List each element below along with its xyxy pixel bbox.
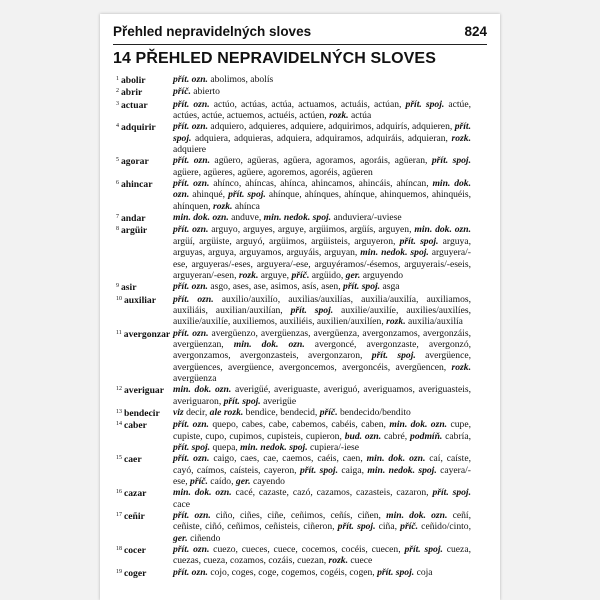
verb-headword bbox=[116, 487, 173, 499]
tense-label: přít. spoj. bbox=[432, 487, 471, 499]
entry-number: 18 bbox=[116, 546, 122, 553]
verb-name: abolir bbox=[121, 75, 146, 86]
verb-forms: arguye, bbox=[258, 269, 292, 281]
verb-name: ahincar bbox=[121, 179, 153, 191]
tense-label: ger. bbox=[345, 269, 361, 281]
verb-forms: ciño, ciñes, ciñe, ceñimos, ceñís, ciñen, bbox=[210, 510, 387, 522]
verb-entry bbox=[116, 407, 471, 419]
verb-forms: cace bbox=[173, 498, 191, 510]
tense-label: min. dok. ozn. bbox=[414, 224, 471, 236]
verb-entry bbox=[116, 155, 471, 178]
tense-label: min. dok. ozn. bbox=[173, 384, 232, 396]
tense-label: ger. bbox=[173, 532, 188, 544]
entry-number: 2 bbox=[116, 88, 119, 95]
tense-label: přít. spoj. bbox=[404, 544, 443, 556]
tense-label: přít. spoj. bbox=[299, 464, 338, 476]
tense-label: přít. spoj. bbox=[173, 121, 471, 144]
verb-forms: caído, bbox=[207, 476, 236, 488]
verb-entry bbox=[116, 294, 471, 328]
tense-label: přít. ozn. bbox=[173, 98, 210, 110]
verb-forms: auxilio/auxilío, auxilias/auxilías, auxilia/auxilía, auxiliamos, auxiliáis, auxilian/auxilían, bbox=[173, 293, 471, 316]
tense-label: min. dok. ozn. bbox=[173, 212, 229, 224]
verb-forms: cojo, coges, coge, cogemos, cogéis, cogen, bbox=[207, 566, 378, 578]
tense-label: přít. ozn. bbox=[173, 510, 211, 522]
verb-forms: ceñido/cinto, bbox=[418, 521, 471, 533]
verb-entry bbox=[116, 74, 471, 86]
conjugation-forms bbox=[173, 99, 471, 122]
conjugation-forms bbox=[173, 224, 471, 281]
verb-forms: abolimos, abolís bbox=[207, 74, 274, 85]
verb-headword bbox=[116, 328, 173, 340]
verb-headword bbox=[116, 121, 173, 133]
tense-label: přít. spoj. bbox=[173, 442, 211, 453]
verb-forms: abierto bbox=[190, 86, 220, 98]
verb-forms: adquiere bbox=[173, 144, 207, 156]
tense-label: rozk. bbox=[451, 361, 471, 373]
verb-forms: anduviera/-uviese bbox=[331, 212, 402, 224]
verb-name: cazar bbox=[124, 488, 147, 500]
verb-entry bbox=[116, 544, 471, 567]
verb-forms: argüido, bbox=[309, 269, 346, 281]
verb-headword bbox=[116, 212, 173, 224]
entry-number: 9 bbox=[116, 283, 119, 290]
verb-headword bbox=[116, 74, 173, 86]
verb-forms: arguya, arguyas, arguya, arguyamos, arguyáis, arguyan, bbox=[173, 235, 471, 259]
verb-headword bbox=[116, 294, 173, 306]
verb-name: asir bbox=[121, 282, 137, 294]
verb-name: andar bbox=[121, 213, 146, 225]
tense-label: přít. ozn. bbox=[173, 155, 210, 167]
tense-label: přít. spoj. bbox=[337, 521, 376, 533]
verb-forms: ciña, bbox=[375, 521, 401, 533]
verb-entry bbox=[116, 99, 471, 122]
verb-forms: cabré, bbox=[381, 430, 411, 442]
tense-label: rozk. bbox=[329, 110, 349, 122]
verb-headword bbox=[116, 567, 173, 579]
verb-name: actuar bbox=[121, 99, 148, 111]
tense-label: přít. ozn. bbox=[173, 544, 210, 556]
tense-label: přít. ozn. bbox=[173, 178, 210, 190]
verb-name: averiguar bbox=[124, 385, 164, 397]
tense-label: přít. ozn. bbox=[173, 293, 214, 305]
entry-number: 10 bbox=[116, 295, 122, 302]
verb-entry bbox=[116, 384, 471, 407]
dictionary-page bbox=[100, 14, 500, 600]
verb-forms: auxilie/auxilíe, auxilies/auxilíes, auxilie/auxilíe, auxiliemos, auxiliéis, auxilien/auxilíen, bbox=[173, 304, 471, 328]
conjugation-forms bbox=[173, 567, 471, 578]
tense-label: přít. ozn. bbox=[173, 453, 210, 465]
verb-forms: quepa, bbox=[210, 442, 241, 453]
tense-label: přít. spoj. bbox=[431, 155, 471, 167]
running-header-title: Přehled nepravidelných sloves bbox=[113, 23, 312, 39]
tense-label: přít. ozn. bbox=[173, 224, 209, 236]
conjugation-forms bbox=[173, 121, 471, 155]
tense-label: přít. ozn. bbox=[173, 327, 209, 339]
verb-forms: actúo, actúas, actúa, actuamos, actuáis, actúan, bbox=[209, 98, 406, 110]
tense-label: min. nedok. spoj. bbox=[240, 442, 308, 453]
tense-label: bud. ozn. bbox=[344, 430, 382, 442]
tense-label: min. nedok. spoj. bbox=[367, 464, 437, 476]
verb-forms: ahínca bbox=[232, 200, 260, 212]
entry-number: 7 bbox=[116, 214, 119, 221]
verb-forms: asga bbox=[380, 281, 400, 293]
verb-forms: arguyo, arguyes, arguye, argüimos, argüís, arguyen, bbox=[208, 224, 415, 236]
tense-label: min. dok. ozn. bbox=[386, 510, 448, 522]
verb-forms: asgo, ases, ase, asimos, asís, asen, bbox=[207, 281, 344, 293]
entry-number: 19 bbox=[116, 568, 122, 575]
verb-forms: cuece bbox=[348, 555, 373, 567]
header-rule bbox=[113, 44, 487, 45]
chapter-title: 14 PŘEHLED NEPRAVIDELNÝCH SLOVES bbox=[113, 50, 436, 67]
verb-headword bbox=[116, 419, 173, 431]
verb-headword bbox=[116, 155, 173, 167]
verb-headword bbox=[116, 178, 173, 190]
tense-label: přít. spoj. bbox=[228, 189, 266, 201]
conjugation-forms bbox=[173, 384, 471, 407]
verb-name: abrir bbox=[121, 87, 143, 99]
verb-forms: ahínque, ahínques, ahínque, ahinquemos, ahinquéis, ahínquen, bbox=[173, 189, 471, 212]
tense-label: přít. ozn. bbox=[173, 121, 208, 133]
verb-forms: averigüe bbox=[260, 395, 297, 407]
verb-headword bbox=[116, 510, 173, 522]
tense-label: příč. bbox=[400, 521, 419, 533]
verb-forms: actúe, actúes, actúe, actuemos, actuéis, actúen, bbox=[173, 98, 471, 122]
verb-forms: caigo, caes, cae, caemos, caéis, caen, bbox=[209, 453, 367, 465]
conjugation-forms bbox=[173, 294, 471, 328]
verb-forms: argüí, argüiste, arguyó, argüimos, argüisteis, arguyeron, bbox=[173, 235, 400, 247]
verb-forms: adquiero, adquieres, adquiere, adquirimos, adquirís, adquieren, bbox=[207, 121, 455, 133]
verb-forms: cayendo bbox=[250, 476, 285, 488]
verb-entry bbox=[116, 567, 471, 579]
tense-label: příč. bbox=[291, 269, 310, 281]
verb-name: caer bbox=[124, 454, 142, 466]
tense-label: min. dok. ozn. bbox=[233, 338, 305, 350]
entry-number: 11 bbox=[116, 329, 122, 336]
page-number: 824 bbox=[464, 23, 487, 39]
verb-entry bbox=[116, 328, 471, 385]
verb-forms: ahinqué, bbox=[189, 189, 229, 201]
tense-label: rozk. bbox=[386, 316, 406, 328]
verb-forms: ceñí, ceñiste, ciñó, ceñimos, ceñisteis, ciñeron, bbox=[173, 510, 471, 533]
verb-entry bbox=[116, 212, 471, 224]
verb-name: avergonzar bbox=[123, 328, 171, 340]
verb-forms: cupe, cupiste, cupo, cupimos, cupisteis, cupieron, bbox=[173, 419, 471, 442]
tense-label: rozk. bbox=[238, 269, 259, 281]
verb-name: adquirir bbox=[121, 122, 156, 134]
verb-entry bbox=[116, 510, 471, 544]
conjugation-forms bbox=[173, 544, 471, 567]
tense-label: min. dok. ozn. bbox=[173, 178, 471, 201]
verb-forms: avergoncé, avergonzaste, avergonzó, avergonzamos, avergonzasteis, avergonzaron, bbox=[173, 338, 472, 362]
verb-forms: bendice, bendecid, bbox=[243, 406, 320, 418]
conjugation-forms bbox=[173, 510, 471, 544]
conjugation-forms bbox=[173, 86, 471, 97]
verb-headword bbox=[116, 544, 173, 556]
verb-forms: avergüence, avergüences, avergüence, avergoncemos, avergoncéis, avergüencen, bbox=[173, 350, 471, 373]
conjugation-forms bbox=[173, 74, 471, 85]
conjugation-forms bbox=[173, 407, 471, 418]
conjugation-forms bbox=[173, 178, 471, 212]
verb-entry bbox=[116, 281, 471, 293]
running-header bbox=[113, 20, 487, 42]
verb-forms: avergüenzo, avergüenzas, avergüenza, avergonzamos, avergonzáis, avergüenzan, bbox=[173, 327, 471, 350]
verb-headword bbox=[116, 384, 173, 396]
tense-label: rozk. bbox=[328, 555, 349, 567]
entry-number: 5 bbox=[116, 157, 119, 164]
entry-number: 1 bbox=[116, 76, 119, 82]
verb-forms: caí, caíste, cayó, caímos, caísteis, cayeron, bbox=[173, 453, 471, 476]
entry-number: 8 bbox=[116, 226, 119, 233]
verb-forms: averigüé, averiguaste, averiguó, averiguamos, averiguasteis, averiguaron, bbox=[173, 384, 471, 407]
conjugation-forms bbox=[173, 328, 471, 385]
tense-label: přít. ozn. bbox=[173, 419, 209, 431]
tense-label: příč. bbox=[190, 476, 208, 488]
verb-name: ceñir bbox=[124, 511, 145, 523]
tense-label: přít. spoj. bbox=[405, 98, 445, 110]
entry-number: 14 bbox=[116, 421, 122, 428]
verb-forms: cayera/-ese, bbox=[173, 464, 471, 488]
verb-forms: auxilia/auxilía bbox=[405, 316, 463, 328]
verb-name: argüir bbox=[121, 225, 148, 237]
verb-forms: cabría, bbox=[442, 430, 471, 442]
conjugation-forms bbox=[173, 419, 471, 453]
entry-number: 12 bbox=[116, 386, 122, 393]
verb-forms: anduve, bbox=[228, 212, 264, 224]
verb-list bbox=[116, 74, 471, 579]
tense-label: min. dok. ozn. bbox=[366, 453, 426, 465]
verb-forms: caiga, bbox=[337, 464, 368, 476]
conjugation-forms bbox=[173, 453, 471, 487]
tense-label: přít. spoj. bbox=[223, 395, 261, 407]
verb-entry bbox=[116, 487, 471, 510]
verb-entry bbox=[116, 86, 471, 98]
verb-forms: agüere, agüeres, agüere, agoremos, agoréis, agüeren bbox=[173, 166, 373, 178]
verb-forms: ahínco, ahíncas, ahínca, ahincamos, ahincáis, ahíncan, bbox=[209, 178, 433, 190]
verb-forms: actúa bbox=[348, 110, 372, 122]
verb-forms: avergüenza bbox=[173, 372, 217, 384]
verb-forms: ciñendo bbox=[187, 532, 221, 544]
verb-entry bbox=[116, 419, 471, 453]
verb-entry bbox=[116, 453, 471, 487]
tense-label: min. dok. ozn. bbox=[173, 487, 232, 499]
entry-number: 17 bbox=[116, 512, 122, 519]
conjugation-forms bbox=[173, 487, 471, 510]
verb-headword bbox=[116, 99, 173, 111]
tense-label: přít. spoj. bbox=[377, 566, 415, 578]
verb-forms: coja bbox=[414, 566, 433, 578]
tense-label: přít. spoj. bbox=[399, 235, 439, 247]
verb-forms: cueza, cuezas, cueza, cozamos, cozáis, cuezan, bbox=[173, 544, 471, 567]
tense-label: přít. spoj. bbox=[343, 281, 381, 293]
verb-forms: bendecido/bendito bbox=[337, 406, 411, 418]
verb-forms: quepo, cabes, cabe, cabemos, cabéis, caben, bbox=[208, 419, 390, 431]
tense-label: rozk. bbox=[212, 200, 233, 212]
verb-name: bendecir bbox=[124, 407, 160, 419]
tense-label: rozk. bbox=[451, 132, 471, 144]
entry-number: 13 bbox=[116, 408, 122, 415]
verb-forms: decir, bbox=[183, 406, 210, 418]
entry-number: 6 bbox=[116, 180, 119, 187]
verb-forms: cupiera/-iese bbox=[307, 442, 360, 453]
tense-label: příč. bbox=[173, 86, 191, 98]
entry-number: 4 bbox=[116, 123, 119, 130]
verb-headword bbox=[116, 407, 173, 419]
conjugation-forms bbox=[173, 212, 471, 223]
verb-entry bbox=[116, 224, 471, 281]
verb-entry bbox=[116, 121, 471, 155]
entry-number: 16 bbox=[116, 489, 122, 496]
verb-forms: cacé, cazaste, cazó, cazamos, cazasteis, cazaron, bbox=[231, 487, 433, 499]
tense-label: přít. spoj. bbox=[371, 350, 416, 362]
verb-headword bbox=[116, 453, 173, 465]
tense-label: ger. bbox=[235, 476, 251, 488]
tense-label: příč. bbox=[319, 406, 338, 418]
tense-label: přít. ozn. bbox=[173, 566, 208, 578]
verb-entry bbox=[116, 178, 471, 212]
verb-name: caber bbox=[124, 420, 147, 432]
verb-forms: cuezo, cueces, cuece, cocemos, cocéis, cuecen, bbox=[209, 544, 405, 556]
verb-forms: agüero, agüeras, agüera, agoramos, agoráis, agüeran, bbox=[209, 155, 432, 167]
tense-label: min. dok. ozn. bbox=[389, 419, 448, 431]
tense-label: podmíň. bbox=[410, 430, 443, 442]
entry-number: 15 bbox=[116, 455, 122, 462]
verb-forms: adquiera, adquieras, adquiera, adquiramos, adquiráis, adquieran, bbox=[191, 132, 452, 144]
entry-number: 3 bbox=[116, 100, 119, 107]
conjugation-forms bbox=[173, 281, 471, 292]
tense-label: min. nedok. spoj. bbox=[263, 212, 332, 224]
verb-name: agorar bbox=[121, 156, 149, 168]
tense-label: přít. spoj. bbox=[290, 304, 334, 316]
verb-headword bbox=[116, 281, 173, 293]
tense-label: ale bbox=[209, 406, 222, 418]
tense-label: přít. ozn. bbox=[173, 281, 208, 293]
verb-forms: arguyera/-ese, arguyeras/-eses, arguyera/-ese, arguyéramos/-ésemos, arguyerais/-eseis, arguyeran/-esen, bbox=[173, 247, 471, 281]
tense-label: min. nedok. spoj. bbox=[360, 247, 429, 259]
tense-label: rozk. bbox=[223, 406, 244, 418]
conjugation-forms bbox=[173, 155, 471, 178]
verb-name: coger bbox=[124, 567, 147, 579]
verb-forms: arguyendo bbox=[360, 269, 404, 281]
verb-name: auxiliar bbox=[124, 294, 156, 306]
verb-headword bbox=[116, 86, 173, 98]
verb-name: cocer bbox=[124, 545, 146, 557]
verb-headword bbox=[116, 224, 173, 236]
tense-label: přít. ozn. bbox=[173, 74, 208, 85]
tense-label: viz bbox=[173, 406, 184, 418]
